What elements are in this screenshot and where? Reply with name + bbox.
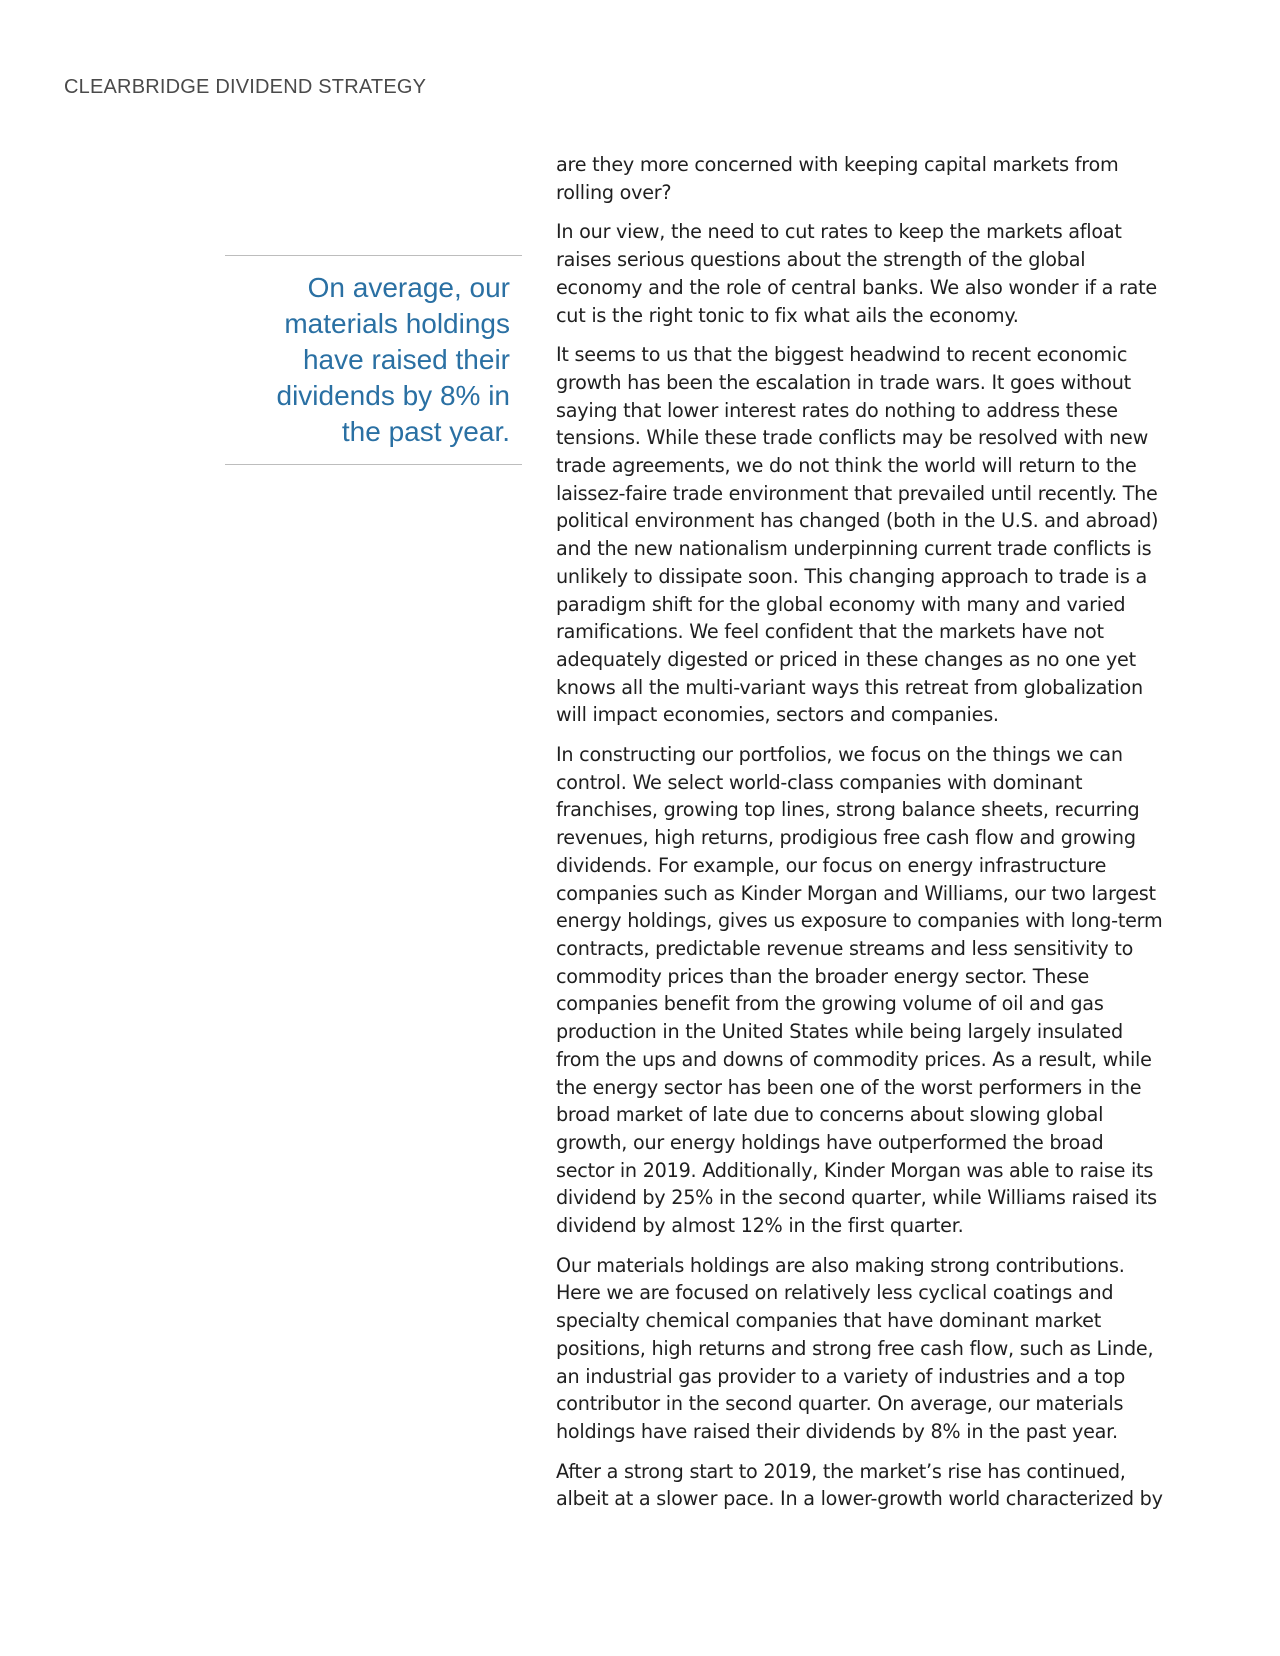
body-paragraph: After a strong start to 2019, the market’s rise has continued, albeit at a slower pace. In a lower-growth world characterized by: [556, 1459, 1163, 1511]
body-paragraph: Our materials holdings are also making strong contributions. Here we are focused on relatively less cyclical coatings and specialty chemical companies that have dominant market positions, high returns and strong free cash flow, such as Linde, an industrial gas provider to a variety of industries and a top contributor in the second quarter. On average, our materials holdings have raised their dividends by 8% in the past year.: [556, 1253, 1154, 1443]
pull-quote-text: On average, our materials holdings have raised their dividends by 8% in the past year.: [276, 272, 510, 447]
body-paragraph: In our view, the need to cut rates to keep the markets afloat raises serious questions about the strength of the global economy and the role of central banks. We also wonder if a rate cut is the right tonic to fix what ails the economy.: [556, 220, 1157, 327]
pull-quote: [225, 255, 522, 465]
body-paragraph: It seems to us that the biggest headwind to recent economic growth has been the escalation in trade wars. It goes without saying that lower interest rates do nothing to address these tensions. While these trade conflicts may be resolved with new trade agreements, we do not think the world will return to the laissez-faire trade environment that prevailed until recently. The political environment has changed (both in the U.S. and abroad) and the new nationalism underpinning current trade conflicts is unlikely to dissipate soon. This changing approach to trade is a paradigm shift for the global economy with many and varied ramifications. We feel confident that the markets have not adequately digested or priced in these changes as no one yet knows all the multi-variant ways this retreat from globalization will impact economies, sectors and companies.: [556, 343, 1159, 727]
running-header: CLEARBRIDGE DIVIDEND STRATEGY: [64, 76, 427, 98]
body-text-column: [556, 151, 1166, 1525]
body-paragraph: In constructing our portfolios, we focus on the things we can control. We select world-class companies with dominant franchises, growing top lines, strong balance sheets, recurring revenues, high returns, prodigious free cash flow and growing dividends. For example, our focus on energy infrastructure companies such as Kinder Morgan and Williams, our two largest energy holdings, gives us exposure to companies with long-term contracts, predictable revenue streams and less sensitivity to commodity prices than the broader energy sector. These companies benefit from the growing volume of oil and gas production in the United States while being largely insulated from the ups and downs of commodity prices. As a result, while the energy sector has been one of the worst performers in the broad market of late due to concerns about slowing global growth, our energy holdings have outperformed the broad sector in 2019. Additionally, Kinder Morgan was able to raise its dividend by 25% in the second quarter, while Williams raised its dividend by almost 12% in the first quarter.: [556, 743, 1163, 1238]
body-paragraph: are they more concerned with keeping capital markets from rolling over?: [556, 153, 1119, 204]
